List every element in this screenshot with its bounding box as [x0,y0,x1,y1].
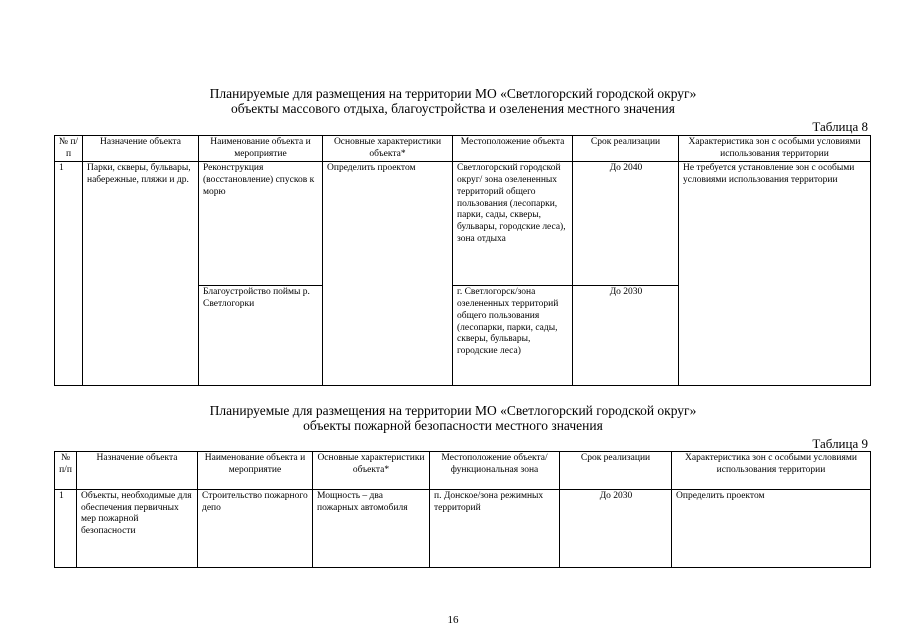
table9-header-row [55,452,871,490]
table9-label: Таблица 9 [812,436,868,451]
row-purpose: Объекты, необходимые для обеспечения первичных мер пожарной безопасности [77,490,198,568]
row-object-name: Благоустройство поймы р. Светлогорки [199,286,323,386]
table8 [54,135,871,386]
row-location: Светлогорский городской округ/ зона озелененных территорий общего пользования (лесопарки, парки, сады, скверы, бульвары, городские леса), зона отдыха [453,162,573,286]
page-number: 16 [447,614,459,626]
header-purpose: Назначение объекта [83,136,199,162]
header-zone-char: Характеристика зон с особыми условиями использования территории [679,136,871,162]
table8-label: Таблица 8 [812,119,868,134]
row-term: До 2030 [573,286,679,386]
row-object-name: Строительство пожарного депо [198,490,313,568]
header-zone-char: Характеристика зон с особыми условиями использования территории [672,452,871,490]
row-characteristics: Мощность – два пожарных автомобиля [313,490,430,568]
header-name: Наименование объекта и мероприятие [199,136,323,162]
table9-title-line1: Планируемые для размещения на территории МО «Светлогорский городской округ» [209,403,697,418]
row-characteristics: Определить проектом [323,162,453,386]
row-location: п. Донское/зона режимных территорий [430,490,560,568]
row-zone-char: Не требуется установление зон с особыми условиями использования территории [679,162,871,386]
table9 [54,451,871,568]
table8-title-line2: объекты массового отдыха, благоустройства и озеленения местного значения [231,101,675,116]
row-num: 1 [55,162,83,386]
row-purpose: Парки, скверы, бульвары, набережные, пляжи и др. [83,162,199,386]
header-name: Наименование объекта и мероприятие [198,452,313,490]
row-object-name: Реконструкция (восстановление) спусков к морю [199,162,323,286]
header-characteristics: Основные характеристики объекта* [313,452,430,490]
header-characteristics: Основные характеристики объекта* [323,136,453,162]
row-num: 1 [55,490,77,568]
header-num: № п/п [55,452,77,490]
header-location: Местоположение объекта/функциональная зона [430,452,560,490]
row-term: До 2040 [573,162,679,286]
row-term: До 2030 [560,490,672,568]
table9-title-line2: объекты пожарной безопасности местного значения [303,418,603,433]
table8-header-row [55,136,871,162]
table-row [55,162,871,286]
header-purpose: Назначение объекта [77,452,198,490]
header-term: Срок реализации [560,452,672,490]
table-row [55,490,871,568]
table8-title-line1: Планируемые для размещения на территории МО «Светлогорский городской округ» [209,86,697,101]
row-location: г. Светлогорск/зона озелененных территорий общего пользования (лесопарки, парки, сады, скверы, бульвары, городские леса) [453,286,573,386]
row-zone-char: Определить проектом [672,490,871,568]
header-location: Местоположение объекта [453,136,573,162]
header-num: № п/п [55,136,83,162]
header-term: Срок реализации [573,136,679,162]
